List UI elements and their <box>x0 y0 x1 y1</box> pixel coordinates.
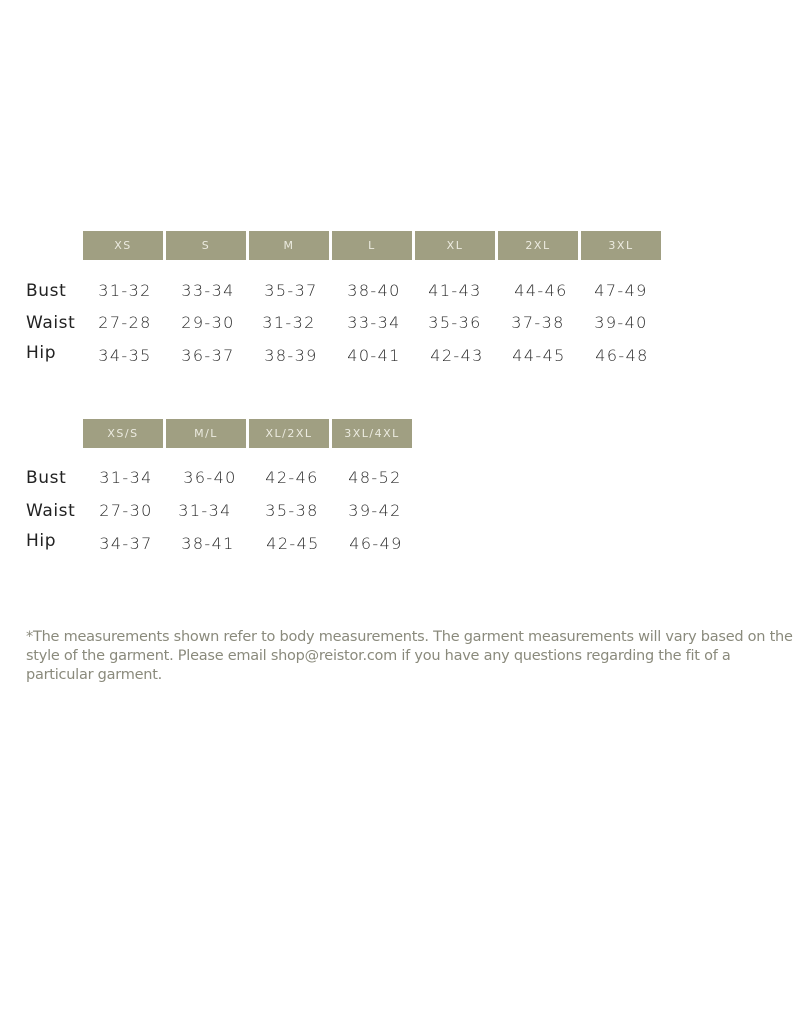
cell-waist-m: 31-32 <box>262 313 316 332</box>
size-header-xl-2xl: XL/2XL <box>249 419 329 448</box>
table-row-bust <box>0 463 806 493</box>
size-header-3xl: 3XL <box>581 231 661 260</box>
cell-waist-xs: 27-28 <box>98 313 152 332</box>
cell-hip-xs-s: 34-37 <box>99 534 153 553</box>
size-header-m-l: M/L <box>166 419 246 448</box>
row-label-waist: Waist <box>26 501 76 521</box>
cell-hip-xs: 34-35 <box>98 346 152 365</box>
size-header-row <box>83 231 661 260</box>
cell-waist-3xl-4xl: 39-42 <box>348 501 402 520</box>
cell-hip-s: 36-37 <box>181 346 235 365</box>
cell-waist-xs-s: 27-30 <box>99 501 153 520</box>
cell-hip-3xl-4xl: 46-49 <box>349 534 403 553</box>
size-header-xs: XS <box>83 231 163 260</box>
row-label-waist: Waist <box>26 313 76 333</box>
row-label-hip: Hip <box>26 343 57 363</box>
table-row-waist <box>0 308 806 338</box>
cell-bust-m: 35-37 <box>264 281 318 300</box>
cell-hip-2xl: 44-45 <box>512 346 566 365</box>
size-header-2xl: 2XL <box>498 231 578 260</box>
size-header-l: L <box>332 231 412 260</box>
cell-bust-m-l: 36-40 <box>183 468 237 487</box>
row-label-bust: Bust <box>26 281 67 301</box>
table-row-waist <box>0 496 806 526</box>
cell-bust-xl-2xl: 42-46 <box>265 468 319 487</box>
cell-waist-s: 29-30 <box>181 313 235 332</box>
cell-bust-xs-s: 31-34 <box>99 468 153 487</box>
row-label-hip: Hip <box>26 531 57 551</box>
cell-waist-3xl: 39-40 <box>594 313 648 332</box>
cell-bust-l: 38-40 <box>347 281 401 300</box>
size-header-row <box>83 419 412 448</box>
cell-hip-m: 38-39 <box>264 346 318 365</box>
size-header-xl: XL <box>415 231 495 260</box>
size-header-xs-s: XS/S <box>83 419 163 448</box>
cell-waist-l: 33-34 <box>347 313 401 332</box>
cell-hip-m-l: 38-41 <box>181 534 235 553</box>
cell-hip-3xl: 46-48 <box>595 346 649 365</box>
cell-hip-l: 40-41 <box>347 346 401 365</box>
cell-waist-m-l: 31-34 <box>178 501 232 520</box>
table-row-hip <box>0 341 806 371</box>
size-header-s: S <box>166 231 246 260</box>
cell-bust-3xl: 47-49 <box>594 281 648 300</box>
cell-hip-xl: 42-43 <box>430 346 484 365</box>
cell-bust-xs: 31-32 <box>98 281 152 300</box>
measurement-footnote: *The measurements shown refer to body measurements. The garment measurements will vary based on the style of the garment. Please email shop@reistor.com if you have any questions regarding the fit of a particular garment. <box>26 629 793 683</box>
cell-waist-2xl: 37-38 <box>511 313 565 332</box>
cell-waist-xl: 35-36 <box>428 313 482 332</box>
table-row-bust <box>0 276 806 306</box>
cell-bust-s: 33-34 <box>181 281 235 300</box>
cell-bust-2xl: 44-46 <box>514 281 568 300</box>
cell-hip-xl-2xl: 42-45 <box>266 534 320 553</box>
size-header-m: M <box>249 231 329 260</box>
row-label-bust: Bust <box>26 468 67 488</box>
size-header-3xl-4xl: 3XL/4XL <box>332 419 412 448</box>
cell-bust-3xl-4xl: 48-52 <box>348 468 402 487</box>
table-row-hip <box>0 529 806 559</box>
cell-waist-xl-2xl: 35-38 <box>265 501 319 520</box>
cell-bust-xl: 41-43 <box>428 281 482 300</box>
